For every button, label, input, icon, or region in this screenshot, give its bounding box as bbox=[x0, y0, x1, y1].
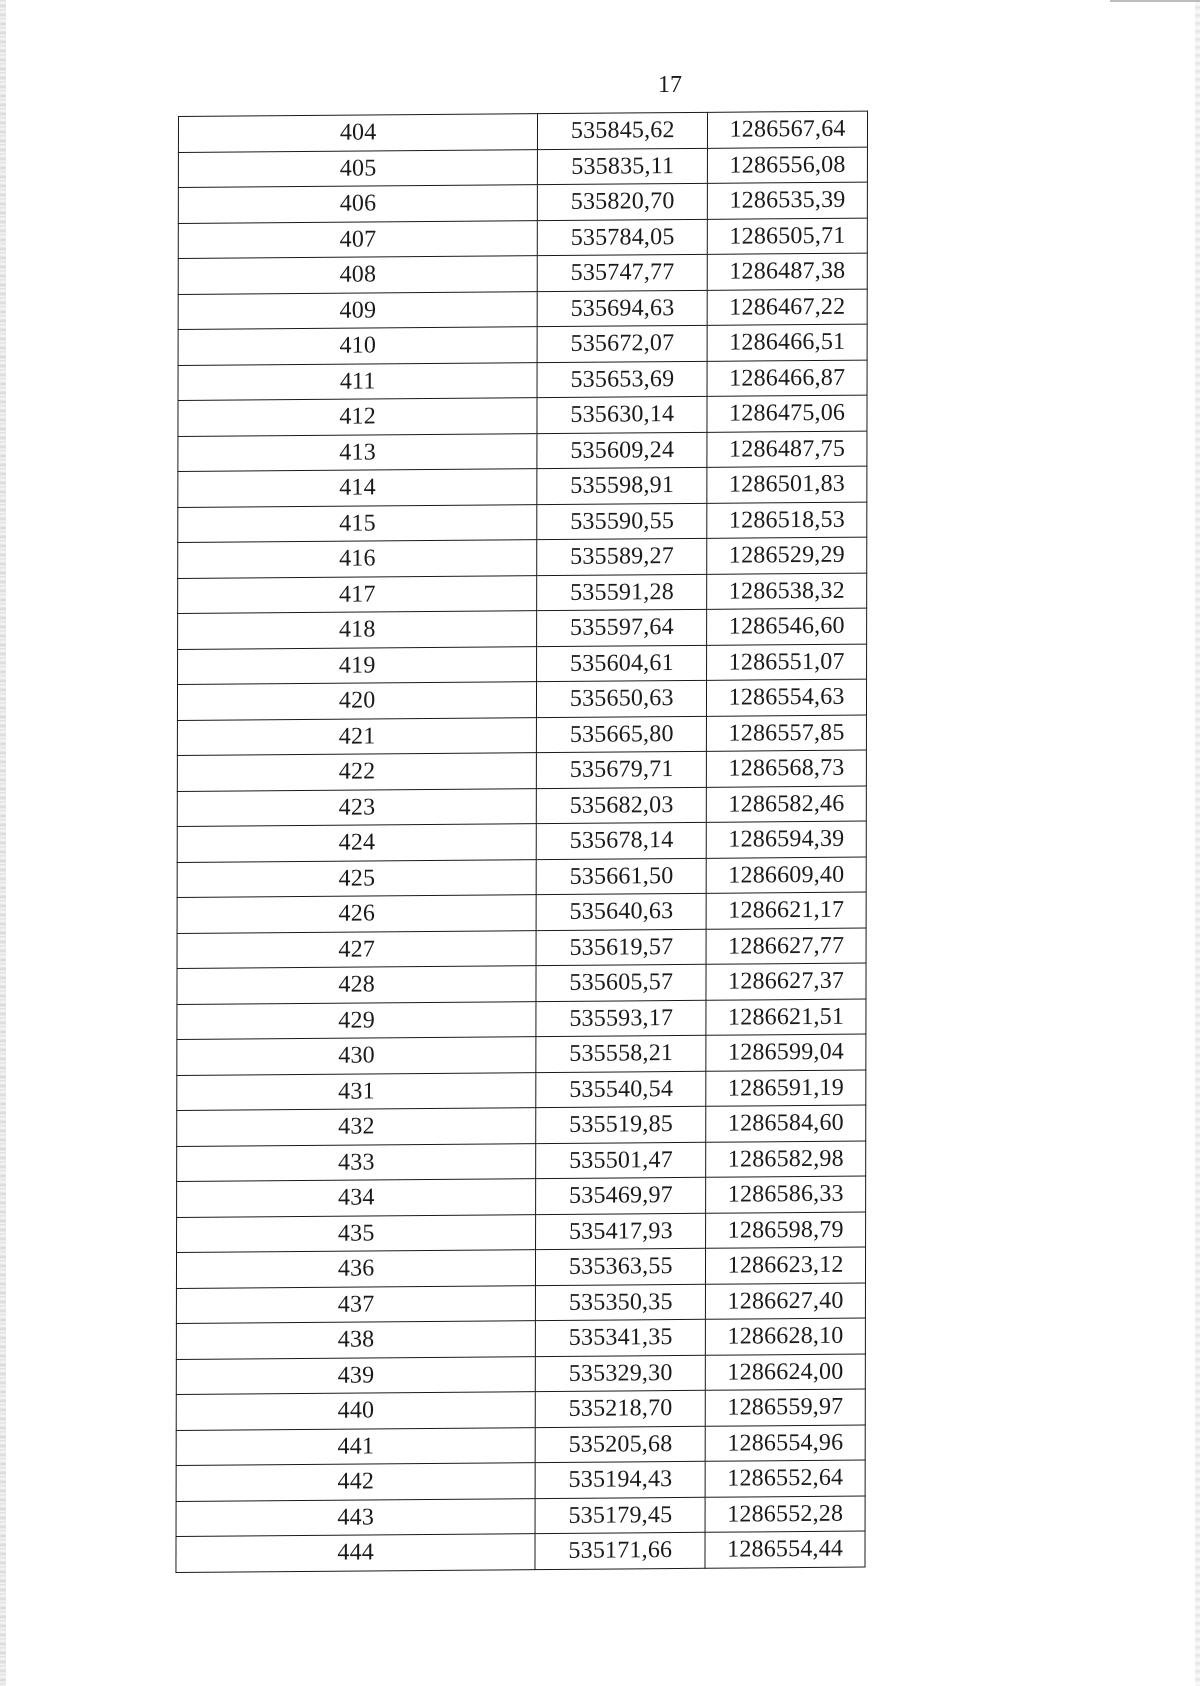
y-coordinate-cell: 1286586,33 bbox=[706, 1176, 866, 1213]
point-number-cell: 405 bbox=[178, 149, 537, 187]
x-coordinate-cell: 535747,77 bbox=[538, 254, 708, 291]
y-coordinate-cell: 1286584,60 bbox=[706, 1105, 866, 1142]
x-coordinate-cell: 535589,27 bbox=[537, 538, 707, 575]
y-coordinate-cell: 1286628,10 bbox=[706, 1318, 866, 1355]
point-number-cell: 411 bbox=[178, 362, 537, 400]
y-coordinate-cell: 1286627,77 bbox=[706, 928, 866, 965]
coordinates-table-body bbox=[176, 111, 868, 1572]
y-coordinate-cell: 1286609,40 bbox=[706, 857, 866, 894]
point-number-cell: 409 bbox=[178, 291, 537, 329]
y-coordinate-cell: 1286621,51 bbox=[706, 999, 866, 1036]
y-coordinate-cell: 1286594,39 bbox=[706, 821, 866, 858]
point-number-cell: 436 bbox=[176, 1250, 535, 1288]
point-number-cell: 428 bbox=[177, 966, 536, 1004]
y-coordinate-cell: 1286487,75 bbox=[707, 431, 867, 468]
point-number-cell: 426 bbox=[177, 895, 536, 933]
point-number-cell: 406 bbox=[178, 185, 537, 223]
x-coordinate-cell: 535329,30 bbox=[536, 1355, 706, 1392]
table-row bbox=[178, 502, 867, 543]
table-row bbox=[177, 786, 866, 827]
table-row bbox=[177, 1070, 866, 1111]
table-row bbox=[177, 679, 866, 720]
x-coordinate-cell: 535179,45 bbox=[535, 1497, 705, 1534]
point-number-cell: 434 bbox=[177, 1179, 536, 1217]
y-coordinate-cell: 1286557,85 bbox=[707, 715, 867, 752]
y-coordinate-cell: 1286538,32 bbox=[707, 573, 867, 610]
point-number-cell: 427 bbox=[177, 930, 536, 968]
table-row bbox=[178, 182, 867, 223]
y-coordinate-cell: 1286554,63 bbox=[707, 679, 867, 716]
y-coordinate-cell: 1286535,39 bbox=[708, 182, 868, 219]
table-row bbox=[178, 395, 867, 436]
x-coordinate-cell: 535609,24 bbox=[537, 432, 707, 469]
x-coordinate-cell: 535672,07 bbox=[537, 325, 707, 362]
scan-edge-top bbox=[1110, 0, 1200, 2]
x-coordinate-cell: 535540,54 bbox=[536, 1071, 706, 1108]
x-coordinate-cell: 535218,70 bbox=[536, 1390, 706, 1427]
y-coordinate-cell: 1286529,29 bbox=[707, 537, 867, 574]
point-number-cell: 422 bbox=[177, 753, 536, 791]
x-coordinate-cell: 535845,62 bbox=[538, 112, 708, 149]
point-number-cell: 433 bbox=[177, 1143, 536, 1181]
table-row bbox=[177, 1105, 866, 1146]
point-number-cell: 442 bbox=[176, 1463, 535, 1501]
point-number-cell: 404 bbox=[178, 114, 537, 152]
page-number: 17 bbox=[658, 72, 682, 98]
table-row bbox=[178, 360, 867, 401]
y-coordinate-cell: 1286551,07 bbox=[707, 644, 867, 681]
table-row bbox=[177, 857, 866, 898]
y-coordinate-cell: 1286467,22 bbox=[707, 289, 867, 326]
x-coordinate-cell: 535363,55 bbox=[536, 1248, 706, 1285]
table-row bbox=[177, 1176, 866, 1217]
x-coordinate-cell: 535417,93 bbox=[536, 1213, 706, 1250]
table-row bbox=[178, 466, 867, 507]
x-coordinate-cell: 535661,50 bbox=[537, 858, 707, 895]
y-coordinate-cell: 1286591,19 bbox=[706, 1070, 866, 1107]
y-coordinate-cell: 1286598,79 bbox=[706, 1212, 866, 1249]
x-coordinate-cell: 535501,47 bbox=[536, 1142, 706, 1179]
x-coordinate-cell: 535820,70 bbox=[538, 183, 708, 220]
x-coordinate-cell: 535171,66 bbox=[535, 1532, 705, 1569]
table-row bbox=[176, 1425, 865, 1466]
table-row bbox=[177, 963, 866, 1004]
table-row bbox=[177, 715, 866, 756]
point-number-cell: 413 bbox=[178, 433, 537, 471]
y-coordinate-cell: 1286505,71 bbox=[708, 218, 868, 255]
point-number-cell: 415 bbox=[178, 504, 537, 542]
x-coordinate-cell: 535194,43 bbox=[535, 1461, 705, 1498]
y-coordinate-cell: 1286582,98 bbox=[706, 1141, 866, 1178]
table-row bbox=[176, 1283, 865, 1324]
y-coordinate-cell: 1286627,37 bbox=[706, 963, 866, 1000]
table-row bbox=[178, 111, 867, 152]
x-coordinate-cell: 535604,61 bbox=[537, 645, 707, 682]
point-number-cell: 430 bbox=[177, 1037, 536, 1075]
y-coordinate-cell: 1286518,53 bbox=[707, 502, 867, 539]
table-row bbox=[178, 644, 867, 685]
point-number-cell: 419 bbox=[178, 646, 537, 684]
x-coordinate-cell: 535835,11 bbox=[538, 148, 708, 185]
x-coordinate-cell: 535619,57 bbox=[536, 929, 706, 966]
table-row bbox=[177, 928, 866, 969]
x-coordinate-cell: 535640,63 bbox=[536, 893, 706, 930]
point-number-cell: 420 bbox=[177, 682, 536, 720]
point-number-cell: 416 bbox=[178, 540, 537, 578]
x-coordinate-cell: 535650,63 bbox=[537, 680, 707, 717]
y-coordinate-cell: 1286475,06 bbox=[707, 395, 867, 432]
point-number-cell: 417 bbox=[178, 575, 537, 613]
table-row bbox=[176, 1247, 865, 1288]
x-coordinate-cell: 535682,03 bbox=[537, 787, 707, 824]
coordinates-table bbox=[175, 111, 868, 1573]
point-number-cell: 425 bbox=[177, 859, 536, 897]
x-coordinate-cell: 535598,91 bbox=[537, 467, 707, 504]
scan-edge-left bbox=[0, 0, 6, 1686]
point-number-cell: 439 bbox=[176, 1356, 535, 1394]
point-number-cell: 443 bbox=[176, 1498, 535, 1536]
y-coordinate-cell: 1286554,96 bbox=[705, 1425, 865, 1462]
point-number-cell: 412 bbox=[178, 398, 537, 436]
y-coordinate-cell: 1286621,17 bbox=[706, 892, 866, 929]
point-number-cell: 423 bbox=[177, 788, 536, 826]
scan-edge-right bbox=[1195, 0, 1200, 1686]
y-coordinate-cell: 1286624,00 bbox=[706, 1354, 866, 1391]
y-coordinate-cell: 1286568,73 bbox=[707, 750, 867, 787]
table-row bbox=[177, 1212, 866, 1253]
x-coordinate-cell: 535519,85 bbox=[536, 1106, 706, 1143]
table-row bbox=[176, 1531, 865, 1572]
x-coordinate-cell: 535597,64 bbox=[537, 609, 707, 646]
y-coordinate-cell: 1286487,38 bbox=[707, 253, 867, 290]
table-row bbox=[178, 324, 867, 365]
y-coordinate-cell: 1286552,28 bbox=[705, 1496, 865, 1533]
x-coordinate-cell: 535665,80 bbox=[537, 716, 707, 753]
table-row bbox=[178, 218, 867, 259]
y-coordinate-cell: 1286623,12 bbox=[706, 1247, 866, 1284]
point-number-cell: 431 bbox=[177, 1072, 536, 1110]
y-coordinate-cell: 1286559,97 bbox=[705, 1389, 865, 1426]
table-row bbox=[176, 1318, 865, 1359]
y-coordinate-cell: 1286466,51 bbox=[707, 324, 867, 361]
table-row bbox=[178, 289, 867, 330]
point-number-cell: 424 bbox=[177, 824, 536, 862]
x-coordinate-cell: 535605,57 bbox=[536, 964, 706, 1001]
y-coordinate-cell: 1286552,64 bbox=[705, 1460, 865, 1497]
table-row bbox=[178, 253, 867, 294]
point-number-cell: 429 bbox=[177, 1001, 536, 1039]
x-coordinate-cell: 535678,14 bbox=[537, 822, 707, 859]
point-number-cell: 440 bbox=[176, 1392, 535, 1430]
table-row bbox=[177, 999, 866, 1040]
point-number-cell: 410 bbox=[178, 327, 537, 365]
y-coordinate-cell: 1286501,83 bbox=[707, 466, 867, 503]
x-coordinate-cell: 535591,28 bbox=[537, 574, 707, 611]
point-number-cell: 414 bbox=[178, 469, 537, 507]
x-coordinate-cell: 535205,68 bbox=[536, 1426, 706, 1463]
y-coordinate-cell: 1286582,46 bbox=[707, 786, 867, 823]
y-coordinate-cell: 1286546,60 bbox=[707, 608, 867, 645]
point-number-cell: 408 bbox=[178, 256, 537, 294]
point-number-cell: 418 bbox=[178, 611, 537, 649]
table-row bbox=[178, 573, 867, 614]
table-row bbox=[178, 608, 867, 649]
x-coordinate-cell: 535653,69 bbox=[537, 361, 707, 398]
table-row bbox=[177, 1141, 866, 1182]
table-row bbox=[176, 1460, 865, 1501]
point-number-cell: 441 bbox=[176, 1427, 535, 1465]
table-row bbox=[177, 892, 866, 933]
table-row bbox=[176, 1389, 865, 1430]
point-number-cell: 435 bbox=[177, 1214, 536, 1252]
x-coordinate-cell: 535350,35 bbox=[536, 1284, 706, 1321]
table-row bbox=[176, 1496, 865, 1537]
x-coordinate-cell: 535694,63 bbox=[538, 290, 708, 327]
point-number-cell: 444 bbox=[176, 1534, 535, 1572]
x-coordinate-cell: 535590,55 bbox=[537, 503, 707, 540]
x-coordinate-cell: 535469,97 bbox=[536, 1177, 706, 1214]
y-coordinate-cell: 1286567,64 bbox=[708, 111, 868, 148]
point-number-cell: 407 bbox=[178, 220, 537, 258]
point-number-cell: 421 bbox=[177, 717, 536, 755]
point-number-cell: 437 bbox=[176, 1285, 535, 1323]
table-row bbox=[178, 147, 867, 188]
x-coordinate-cell: 535593,17 bbox=[536, 1000, 706, 1037]
y-coordinate-cell: 1286554,44 bbox=[705, 1531, 865, 1568]
x-coordinate-cell: 535630,14 bbox=[537, 396, 707, 433]
table-row bbox=[177, 821, 866, 862]
x-coordinate-cell: 535679,71 bbox=[537, 751, 707, 788]
table-row bbox=[178, 537, 867, 578]
table-row bbox=[176, 1354, 865, 1395]
y-coordinate-cell: 1286627,40 bbox=[706, 1283, 866, 1320]
point-number-cell: 438 bbox=[176, 1321, 535, 1359]
x-coordinate-cell: 535341,35 bbox=[536, 1319, 706, 1356]
point-number-cell: 432 bbox=[177, 1108, 536, 1146]
y-coordinate-cell: 1286599,04 bbox=[706, 1034, 866, 1071]
y-coordinate-cell: 1286466,87 bbox=[707, 360, 867, 397]
x-coordinate-cell: 535558,21 bbox=[536, 1035, 706, 1072]
table-row bbox=[178, 431, 867, 472]
y-coordinate-cell: 1286556,08 bbox=[708, 147, 868, 184]
x-coordinate-cell: 535784,05 bbox=[538, 219, 708, 256]
table-row bbox=[177, 1034, 866, 1075]
table-row bbox=[177, 750, 866, 791]
